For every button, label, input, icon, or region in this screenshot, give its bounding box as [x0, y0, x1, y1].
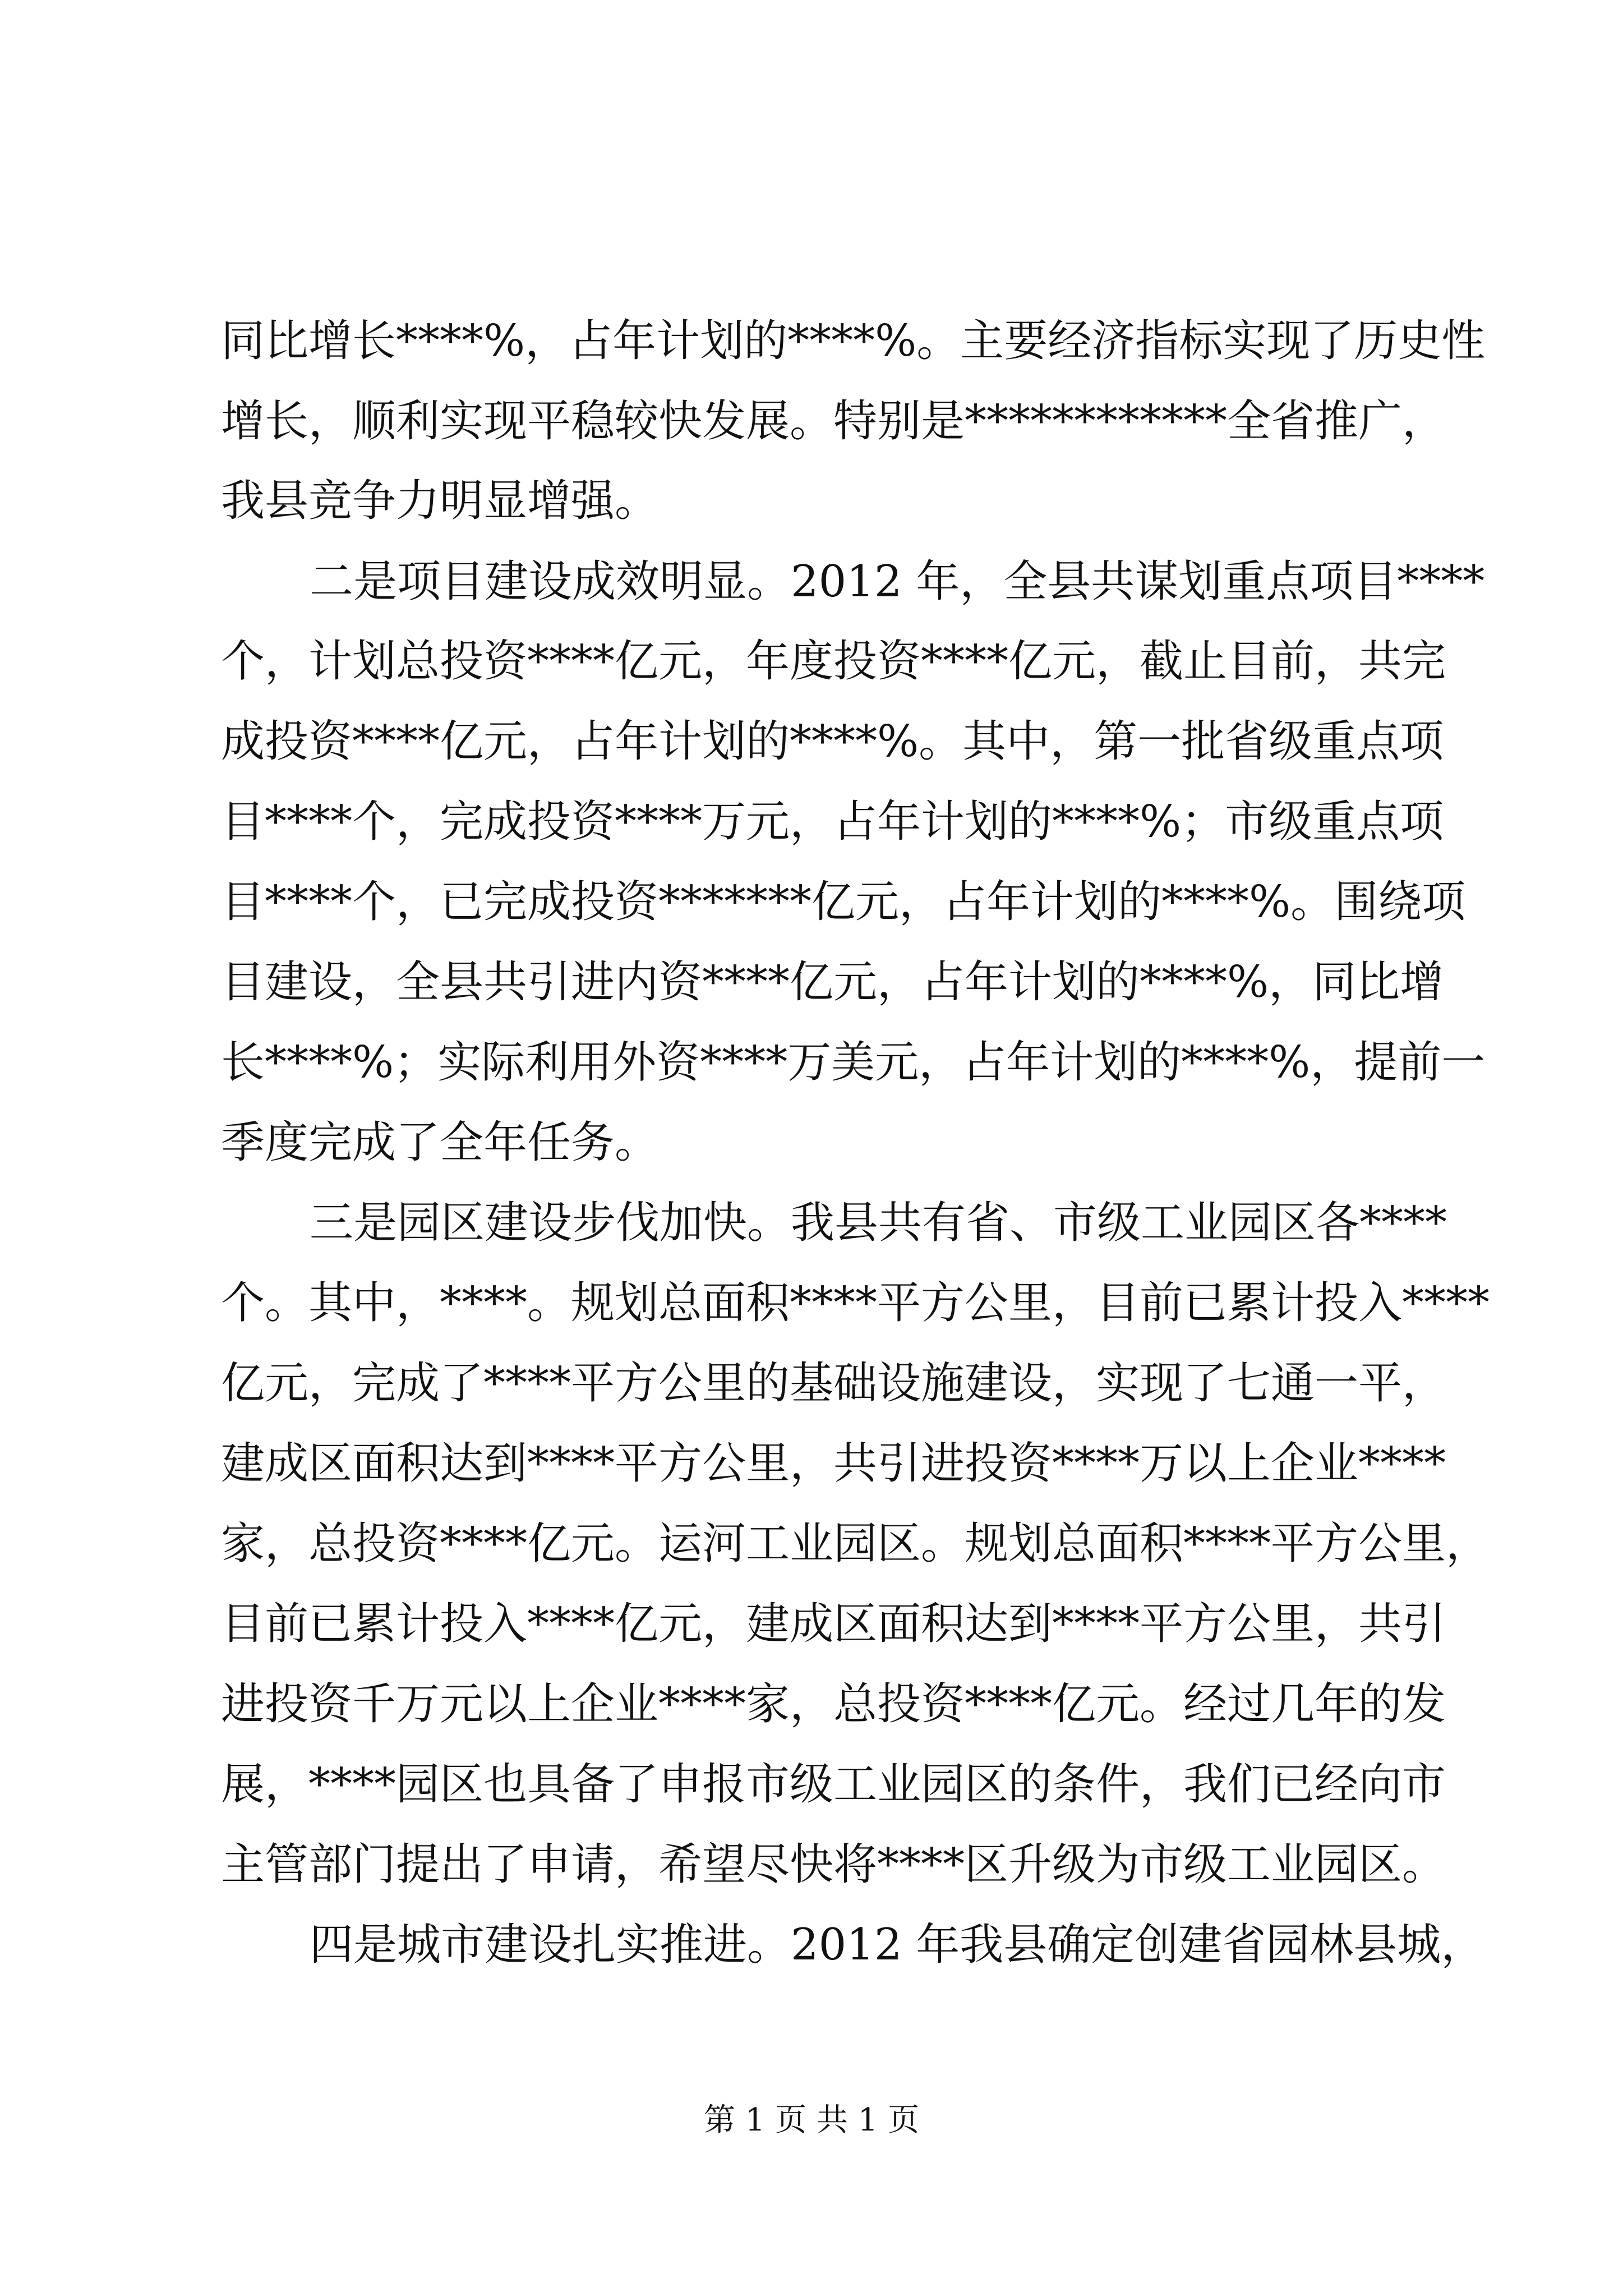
body-text-line: 目****个，完成投资****万元，占年计划的****%；市级重点项 — [221, 797, 1444, 847]
body-text-line: 同比增长****%，占年计划的****%。主要经济指标实现了历史性 — [221, 316, 1486, 366]
body-text-line: 我县竞争力明显增强。 — [221, 476, 659, 526]
body-text-line: 进投资千万元以上企业****家，总投资****亿元。经过几年的发 — [221, 1679, 1446, 1729]
body-text-line: 季度完成了全年任务。 — [221, 1117, 659, 1168]
body-text-line: 目建设，全县共引进内资****亿元，占年计划的****%，同比增 — [221, 957, 1444, 1007]
body-text-line: 成投资****亿元，占年计划的****%。其中，第一批省级重点项 — [221, 716, 1444, 767]
paragraph-first-line: 三是园区建设步伐加快。我县共有省、市级工业园区各**** — [310, 1198, 1447, 1248]
body-text-line: 个，计划总投资****亿元，年度投资****亿元，截止目前，共完 — [221, 636, 1446, 687]
body-text-line: 目前已累计投入****亿元，建成区面积达到****平方公里，共引 — [221, 1599, 1446, 1649]
body-text-line: 长****%；实际利用外资****万美元，占年计划的****%，提前一 — [221, 1037, 1486, 1088]
body-text-line: 家，总投资****亿元。运河工业园区。规划总面积****平方公里， — [221, 1519, 1490, 1569]
body-text-line: 增长，顺利实现平稳较快发展。特别是************全省推广， — [221, 396, 1446, 447]
body-text-line: 目****个，已完成投资*******亿元，占年计划的****%。围绕项 — [221, 877, 1466, 927]
body-text-line: 展，****园区也具备了申报市级工业园区的条件，我们已经向市 — [221, 1759, 1446, 1810]
paragraph-first-line: 二是项目建设成效明显。2012 年，全县共谋划重点项目**** — [310, 556, 1485, 607]
body-text-line: 建成区面积达到****平方公里，共引进投资****万以上企业**** — [221, 1438, 1446, 1489]
body-text-line: 亿元，完成了****平方公里的基础设施建设，实现了七通一平， — [221, 1358, 1446, 1409]
page-number-indicator: 第 1 页 共 1 页 — [703, 2102, 920, 2138]
body-text-line: 主管部门提出了申请，希望尽快将****区升级为市级工业园区。 — [221, 1839, 1446, 1890]
body-text-line: 个。其中，****。规划总面积****平方公里，目前已累计投入**** — [221, 1278, 1490, 1328]
page-footer — [0, 2098, 1623, 2143]
paragraph-first-line: 四是城市建设扎实推进。2012 年我县确定创建省园林县城， — [310, 1920, 1485, 1970]
